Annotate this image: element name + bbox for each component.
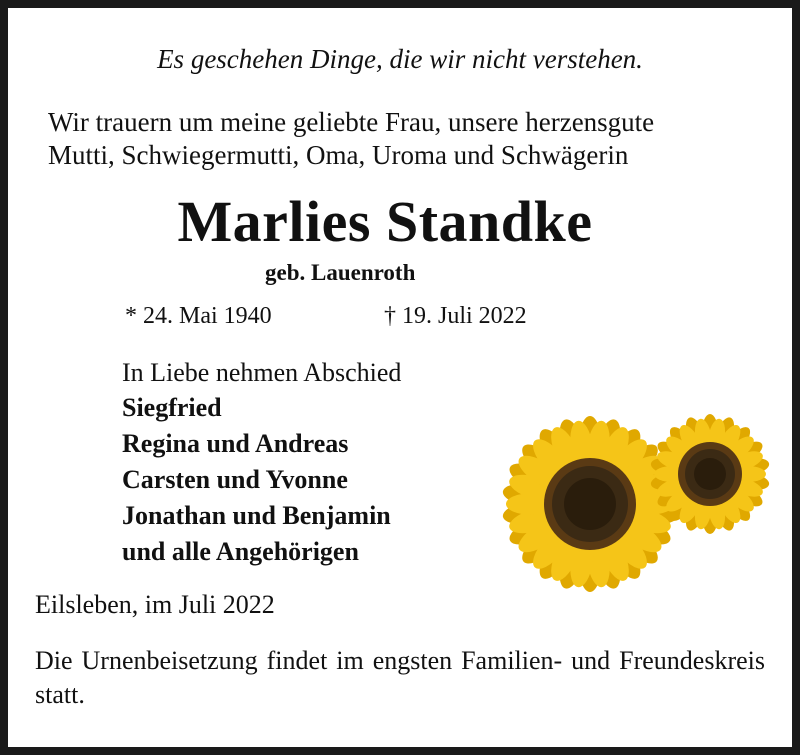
mourner: Siegfried xyxy=(122,393,222,422)
maiden-name: geb. Lauenroth xyxy=(265,260,416,285)
mourner: und alle Angehörigen xyxy=(122,537,359,566)
mourners-list xyxy=(122,390,391,570)
intro-text xyxy=(48,106,654,172)
mourner: Regina und Andreas xyxy=(122,429,349,458)
farewell-line: In Liebe nehmen Abschied xyxy=(122,358,402,387)
motto: Es geschehen Dinge, die wir nicht verstehen. xyxy=(157,44,643,74)
death-date: † 19. Juli 2022 xyxy=(384,303,527,329)
birth-date: * 24. Mai 1940 xyxy=(125,303,272,329)
mourner: Carsten und Yvonne xyxy=(122,465,348,494)
deceased-name: Marlies Standke xyxy=(177,189,593,254)
place-date: Eilsleben, im Juli 2022 xyxy=(35,590,275,619)
burial-note: Die Urnenbeisetzung findet im engsten Familien- und Freundeskreis statt. xyxy=(35,646,765,709)
sunflower-large xyxy=(501,416,678,592)
intro-line: Mutti, Schwiegermutti, Oma, Uroma und Schwägerin xyxy=(48,140,629,170)
intro-line: Wir trauern um meine geliebte Frau, unsere herzensgute xyxy=(48,107,655,137)
mourner: Jonathan und Benjamin xyxy=(122,501,391,530)
sunflowers-image xyxy=(480,404,770,604)
